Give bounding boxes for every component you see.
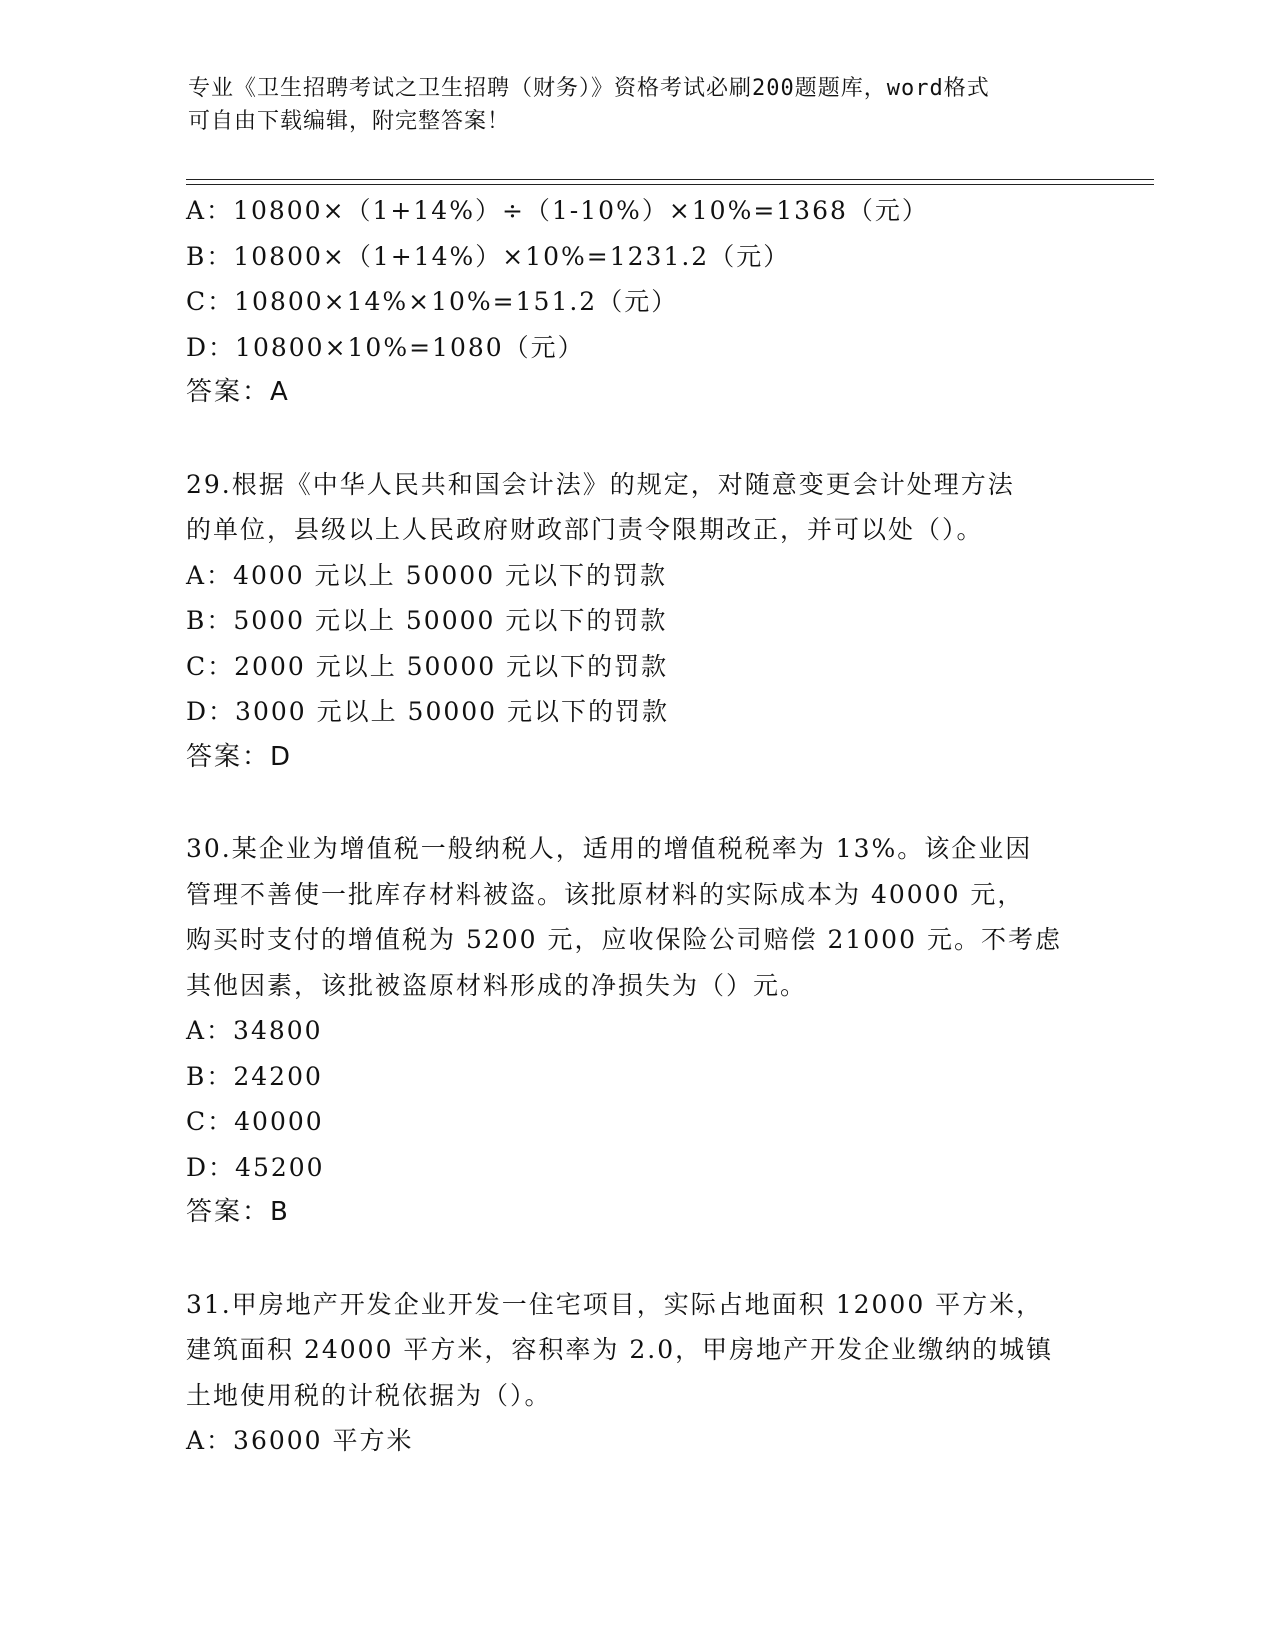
spacer <box>186 416 1086 462</box>
option-a: A：36000 平方米 <box>186 1426 414 1455</box>
option-d: D：10800×10%=1080（元） <box>186 332 585 362</box>
question-stem-line: 管理不善使一批库存材料被盗。该批原材料的实际成本为 40000 元， <box>186 879 1025 909</box>
option-a: A：4000 元以上 50000 元以下的罚款 <box>186 560 668 590</box>
question-29 <box>186 462 1086 781</box>
spacer <box>186 1236 1086 1282</box>
question-stem-line: 30.某企业为增值税一般纳税人，适用的增值税税率为 13%。该企业因 <box>186 834 1033 863</box>
answer: 答案：D <box>186 741 293 772</box>
answer: 答案：B <box>186 1197 290 1227</box>
spacer <box>186 780 1086 826</box>
question-stem-line: 土地使用税的计税依据为（）。 <box>186 1380 552 1410</box>
option-b: B：10800×（1+14%）×10%=1231.2（元） <box>186 241 791 271</box>
header-line-2: 可自由下载编辑，附完整答案！ <box>188 109 511 134</box>
question-30 <box>186 826 1086 1236</box>
header-line-1: 专业《卫生招聘考试之卫生招聘（财务）》资格考试必刷200题题库，word格式 <box>188 76 990 101</box>
question-stem-line: 的单位，县级以上人民政府财政部门责令限期改正，并可以处（）。 <box>186 515 984 544</box>
answer: 答案：A <box>186 377 290 407</box>
option-b: B：5000 元以上 50000 元以下的罚款 <box>186 606 668 635</box>
option-d: D：45200 <box>186 1152 325 1182</box>
option-c: C：2000 元以上 50000 元以下的罚款 <box>186 651 669 681</box>
question-stem-line: 建筑面积 24000 平方米，容积率为 2.0，甲房地产开发企业缴纳的城镇 <box>186 1335 1054 1364</box>
question-stem-line: 29.根据《中华人民共和国会计法》的规定，对随意变更会计处理方法 <box>186 469 1015 499</box>
option-a: A：34800 <box>186 1016 323 1045</box>
question-list <box>186 188 1086 1464</box>
question-stem-line: 其他因素，该批被盗原材料形成的净损失为（）元。 <box>186 970 808 1000</box>
option-c: C：40000 <box>186 1107 324 1136</box>
question-stem-line: 购买时支付的增值税为 5200 元，应收保险公司赔偿 21000 元。不考虑 <box>186 925 1062 954</box>
option-c: C：10800×14%×10%=151.2（元） <box>186 287 679 316</box>
option-d: D：3000 元以上 50000 元以下的罚款 <box>186 697 670 726</box>
header-divider-top <box>186 179 1154 180</box>
header-divider-bottom <box>186 184 1154 185</box>
question-28 <box>186 188 1086 416</box>
option-b: B：24200 <box>186 1061 323 1091</box>
document-header <box>188 72 1068 138</box>
question-stem-line: 31.甲房地产开发企业开发一住宅项目，实际占地面积 12000 平方米， <box>186 1289 1044 1319</box>
option-a: A：10800×（1+14%）÷（1-10%）×10%=1368（元） <box>186 196 929 225</box>
question-31 <box>186 1282 1086 1464</box>
